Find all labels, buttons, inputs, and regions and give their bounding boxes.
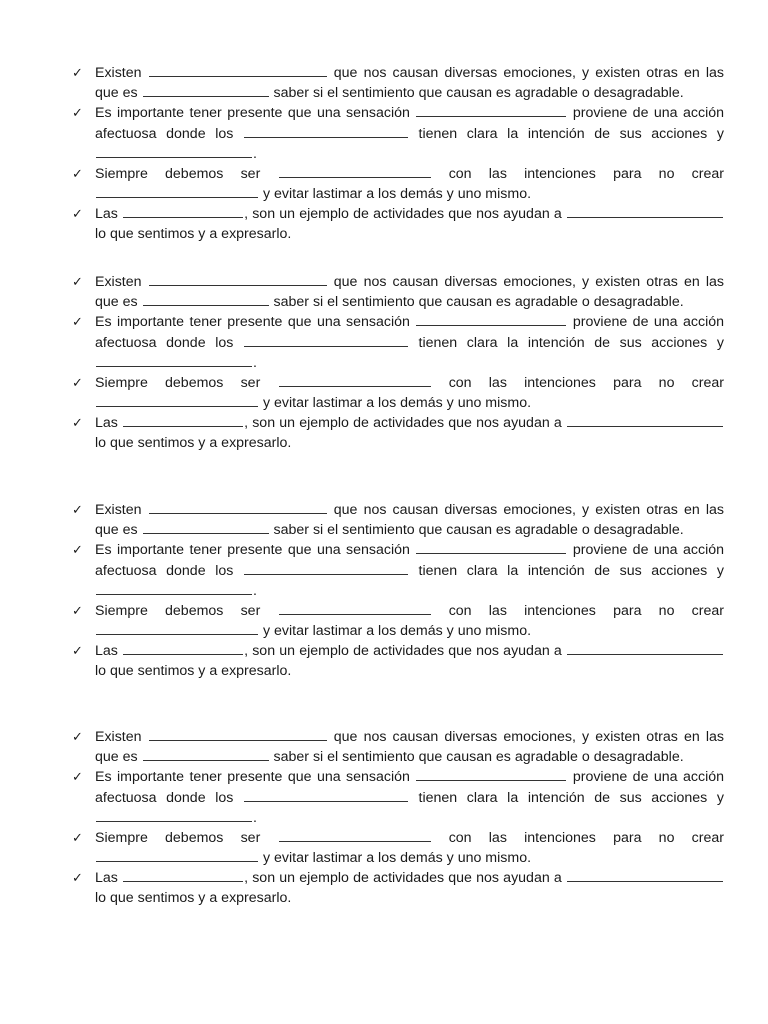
item-text: con las intenciones para no crear (448, 830, 724, 847)
check-mark-icon: ✓ (72, 375, 83, 391)
item-text: proviene de una acción afectuosa donde los (95, 769, 725, 806)
fill-blank[interactable] (96, 848, 258, 862)
item-text: lo que sentimos y a expresarlo. (95, 889, 292, 906)
fill-blank[interactable] (279, 164, 431, 178)
fill-blank[interactable] (149, 272, 327, 286)
exercise-item (72, 204, 724, 243)
fill-blank[interactable] (416, 767, 566, 781)
exercise-item (72, 641, 724, 680)
fill-blank[interactable] (244, 333, 408, 347)
item-text: . (253, 354, 257, 371)
exercise-section (72, 500, 724, 681)
item-text: Es importante tener presente que una sensación (95, 105, 410, 122)
fill-blank[interactable] (567, 204, 723, 218)
exercise-item (72, 828, 724, 868)
item-text: . (253, 582, 257, 599)
fill-blank[interactable] (123, 204, 243, 218)
fill-blank[interactable] (96, 621, 258, 635)
item-text: saber si el sentimiento que causan es agradable o desagradable. (273, 85, 684, 102)
check-mark-icon: ✓ (72, 870, 83, 886)
item-text: Existen (95, 729, 142, 745)
item-text: tienen clara la intención de sus acciones y (418, 562, 724, 579)
item-text: , son un ejemplo de actividades que nos ayudan a (244, 643, 562, 660)
exercise-section (72, 63, 724, 244)
exercise-item (72, 312, 724, 373)
exercise-section (72, 727, 724, 908)
fill-blank[interactable] (149, 63, 327, 77)
item-text: lo que sentimos y a expresarlo. (95, 662, 292, 679)
fill-blank[interactable] (567, 413, 723, 427)
fill-blank[interactable] (149, 727, 327, 741)
fill-blank[interactable] (96, 581, 252, 595)
exercise-item (72, 373, 724, 413)
check-mark-icon: ✓ (72, 415, 83, 431)
item-text: con las intenciones para no crear (448, 603, 724, 620)
check-mark-icon: ✓ (72, 643, 83, 659)
check-mark-icon: ✓ (72, 65, 83, 80)
fill-blank[interactable] (143, 747, 269, 761)
fill-blank[interactable] (143, 83, 269, 97)
item-text: , son un ejemplo de actividades que nos ayudan a (244, 206, 562, 223)
item-text: Siempre debemos ser (95, 166, 261, 183)
fill-blank[interactable] (567, 641, 723, 655)
item-text: lo que sentimos y a expresarlo. (95, 434, 292, 451)
fill-blank[interactable] (244, 788, 408, 802)
fill-blank[interactable] (143, 520, 269, 534)
check-mark-icon: ✓ (72, 830, 83, 846)
item-text: Las (95, 415, 118, 432)
item-text: tienen clara la intención de sus acciones y (418, 334, 724, 351)
fill-blank[interactable] (567, 868, 723, 882)
item-text: Es importante tener presente que una sensación (95, 314, 410, 331)
fill-blank[interactable] (149, 500, 327, 514)
exercise-item (72, 767, 724, 828)
check-mark-icon: ✓ (72, 542, 83, 558)
fill-blank[interactable] (96, 184, 258, 198)
exercise-item (72, 727, 724, 767)
item-text: proviene de una acción afectuosa donde los (95, 314, 725, 351)
exercise-item (72, 413, 724, 452)
fill-blank[interactable] (244, 561, 408, 575)
item-text: y evitar lastimar a los demás y uno mismo. (262, 186, 532, 203)
fill-blank[interactable] (279, 828, 431, 842)
item-text: , son un ejemplo de actividades que nos ayudan a (244, 415, 562, 432)
check-mark-icon: ✓ (72, 274, 83, 289)
fill-blank[interactable] (96, 353, 252, 367)
item-text: con las intenciones para no crear (448, 375, 724, 392)
item-text: Siempre debemos ser (95, 603, 261, 620)
item-text: lo que sentimos y a expresarlo. (95, 225, 292, 242)
exercise-section (72, 272, 724, 453)
check-mark-icon: ✓ (72, 769, 83, 785)
check-mark-icon: ✓ (72, 729, 83, 744)
fill-blank[interactable] (96, 808, 252, 822)
exercise-item (72, 601, 724, 641)
item-text: . (253, 145, 257, 162)
exercise-item (72, 63, 724, 103)
item-text: Existen (95, 65, 142, 81)
exercise-item (72, 540, 724, 601)
item-text: que nos causan diversas emociones, y existen otras en las que es (95, 65, 724, 102)
check-mark-icon: ✓ (72, 603, 83, 619)
item-text: Es importante tener presente que una sensación (95, 542, 410, 559)
item-text: que nos causan diversas emociones, y existen otras en las que es (95, 502, 724, 539)
check-mark-icon: ✓ (72, 314, 83, 330)
check-mark-icon: ✓ (72, 206, 83, 222)
fill-blank[interactable] (279, 373, 431, 387)
check-mark-icon: ✓ (72, 105, 83, 121)
exercise-item (72, 103, 724, 164)
item-text: y evitar lastimar a los demás y uno mismo. (262, 850, 532, 867)
fill-blank[interactable] (416, 540, 566, 554)
item-text: proviene de una acción afectuosa donde los (95, 542, 725, 579)
exercise-item (72, 868, 724, 907)
fill-blank[interactable] (416, 103, 566, 117)
fill-blank[interactable] (96, 393, 258, 407)
exercise-item (72, 500, 724, 540)
fill-blank[interactable] (123, 868, 243, 882)
item-text: Las (95, 870, 118, 887)
item-text: Existen (95, 502, 142, 518)
item-text: saber si el sentimiento que causan es agradable o desagradable. (273, 522, 684, 539)
fill-blank[interactable] (96, 144, 252, 158)
fill-blank[interactable] (244, 124, 408, 138)
fill-blank[interactable] (123, 641, 243, 655)
item-text: y evitar lastimar a los demás y uno mismo. (262, 623, 532, 640)
check-mark-icon: ✓ (72, 502, 83, 517)
item-text: Siempre debemos ser (95, 375, 261, 392)
item-text: saber si el sentimiento que causan es agradable o desagradable. (273, 294, 684, 311)
item-text: que nos causan diversas emociones, y existen otras en las que es (95, 729, 724, 766)
item-text: Las (95, 643, 118, 660)
item-text: Es importante tener presente que una sensación (95, 769, 410, 786)
item-text: Las (95, 206, 118, 223)
item-text: tienen clara la intención de sus acciones y (418, 789, 724, 806)
check-mark-icon: ✓ (72, 166, 83, 182)
exercise-item (72, 272, 724, 312)
item-text: Existen (95, 274, 142, 290)
item-text: tienen clara la intención de sus acciones y (418, 125, 724, 142)
item-text: que nos causan diversas emociones, y existen otras en las que es (95, 274, 724, 311)
fill-blank[interactable] (123, 413, 243, 427)
exercise-item (72, 164, 724, 204)
item-text: y evitar lastimar a los demás y uno mismo. (262, 395, 532, 412)
fill-blank[interactable] (279, 601, 431, 615)
item-text: saber si el sentimiento que causan es agradable o desagradable. (273, 749, 684, 766)
item-text: , son un ejemplo de actividades que nos ayudan a (244, 870, 562, 887)
fill-blank[interactable] (143, 292, 269, 306)
item-text: con las intenciones para no crear (448, 166, 724, 183)
fill-blank[interactable] (416, 312, 566, 326)
item-text: proviene de una acción afectuosa donde los (95, 105, 725, 142)
item-text: . (253, 809, 257, 826)
item-text: Siempre debemos ser (95, 830, 261, 847)
